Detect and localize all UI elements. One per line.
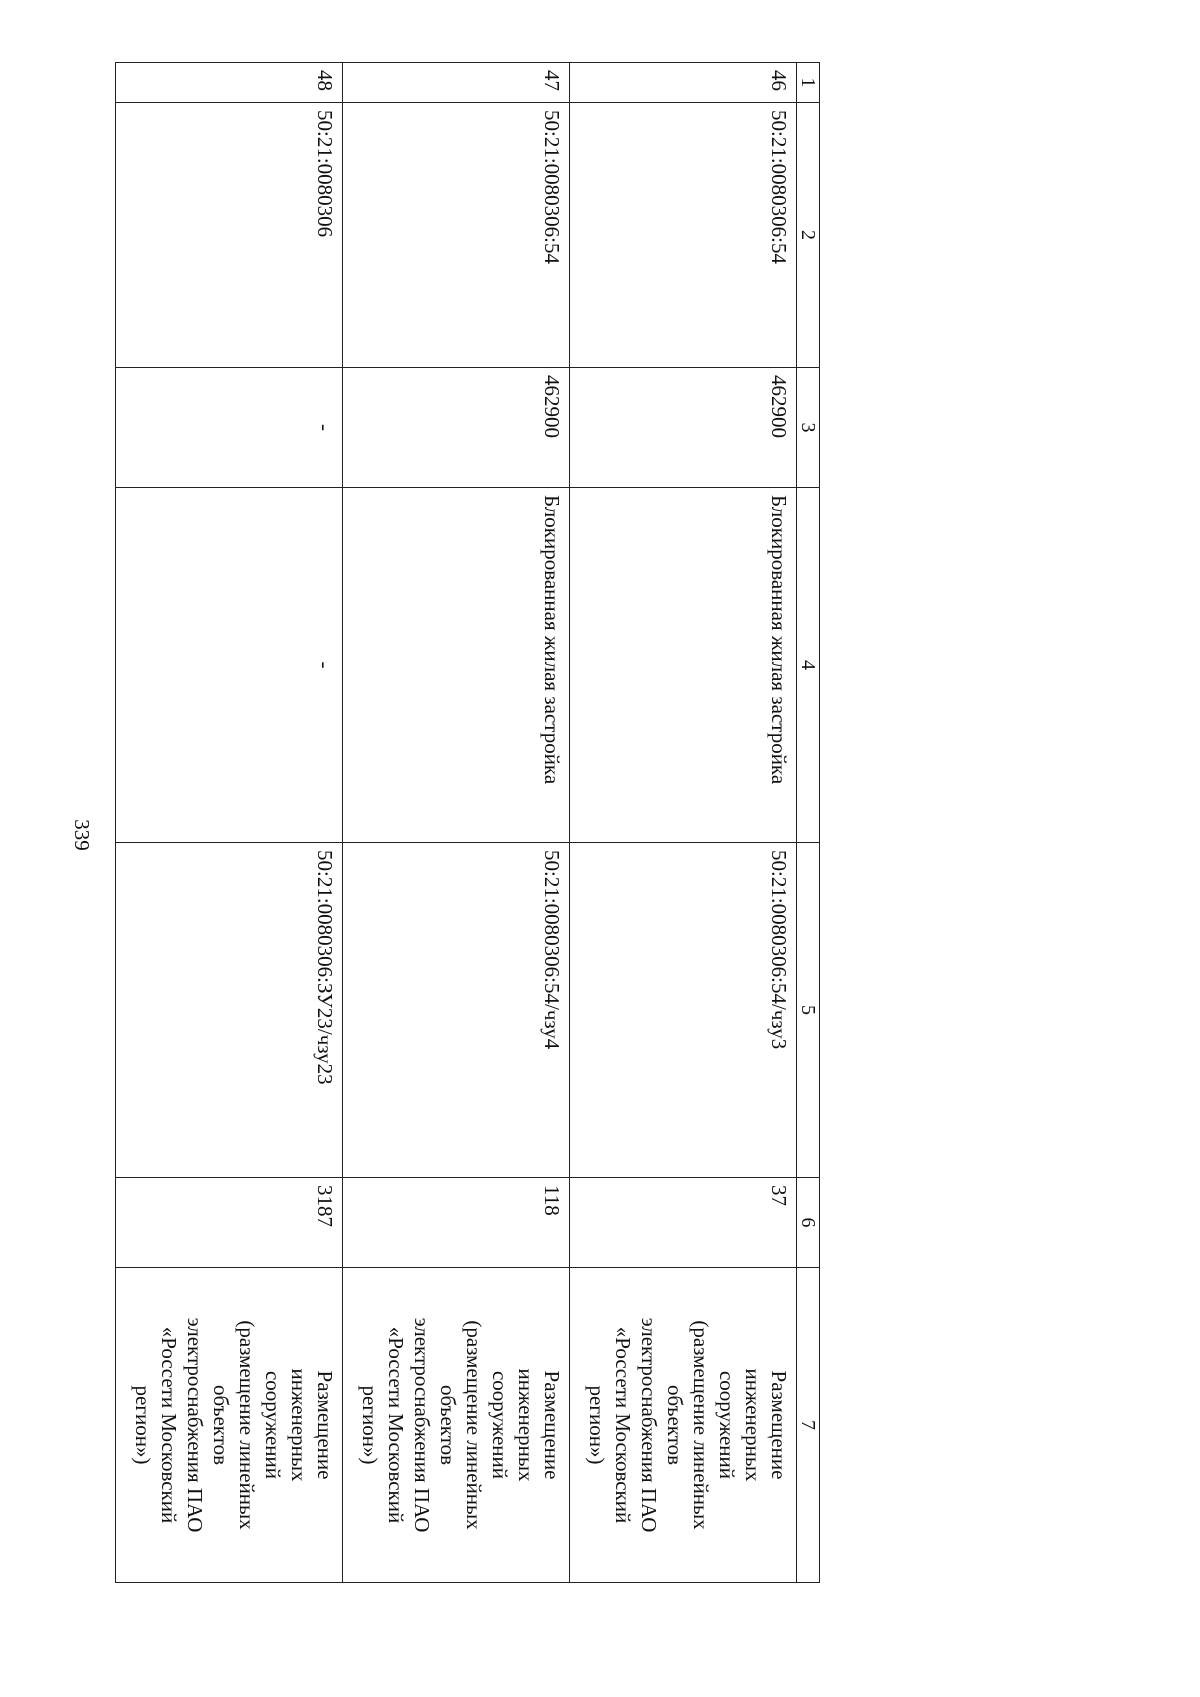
row-number: 46 bbox=[570, 63, 797, 103]
purpose-line: электроснабжения ПАО bbox=[637, 1317, 661, 1533]
part-area: 37 bbox=[570, 1178, 797, 1268]
purpose-line: регион») bbox=[585, 1385, 609, 1465]
row-number: 48 bbox=[116, 63, 343, 103]
table-row bbox=[343, 63, 570, 1583]
header-cell: 4 bbox=[797, 488, 820, 843]
purpose-line: регион») bbox=[131, 1385, 155, 1465]
purpose-line: «Россети Московский bbox=[384, 1326, 408, 1524]
table-row bbox=[116, 63, 343, 1583]
purpose-line: объектов bbox=[663, 1384, 687, 1466]
header-cell: 1 bbox=[797, 63, 820, 103]
purpose-line: сооружений bbox=[488, 1370, 512, 1480]
page-number: 339 bbox=[70, 819, 94, 851]
purpose-line: сооружений bbox=[261, 1370, 285, 1480]
parent-area: 462900 bbox=[343, 368, 570, 488]
purpose-line: «Россети Московский bbox=[157, 1326, 181, 1524]
purpose-line: Размещение bbox=[767, 1370, 791, 1480]
part-cadastral-number: 50:21:0080306:54/чзу3 bbox=[570, 843, 797, 1178]
table-header-row bbox=[797, 63, 820, 1583]
parent-cadastral-number: 50:21:0080306:54 bbox=[343, 103, 570, 368]
purpose-line: (размещение линейных bbox=[235, 1320, 259, 1530]
part-area: 118 bbox=[343, 1178, 570, 1268]
parent-permitted-use: - bbox=[116, 488, 343, 843]
purpose-line: Размещение bbox=[313, 1370, 337, 1480]
part-area: 3187 bbox=[116, 1178, 343, 1268]
header-cell: 6 bbox=[797, 1178, 820, 1268]
part-cadastral-number: 50:21:0080306:ЗУ23/чзу23 bbox=[116, 843, 343, 1178]
parent-area: - bbox=[116, 368, 343, 488]
purpose-line: регион») bbox=[358, 1385, 382, 1465]
purpose-line: инженерных bbox=[514, 1368, 538, 1482]
header-cell: 5 bbox=[797, 843, 820, 1178]
table-row bbox=[570, 63, 797, 1583]
purpose-line: (размещение линейных bbox=[689, 1320, 713, 1530]
purpose-line: объектов bbox=[209, 1384, 233, 1466]
parent-cadastral-number: 50:21:0080306 bbox=[116, 103, 343, 368]
purpose-line: объектов bbox=[436, 1384, 460, 1466]
purpose-line: сооружений bbox=[715, 1370, 739, 1480]
part-purpose bbox=[343, 1268, 570, 1583]
purpose-line: электроснабжения ПАО bbox=[183, 1317, 207, 1533]
parent-permitted-use: Блокированная жилая застройка bbox=[343, 488, 570, 843]
parent-area: 462900 bbox=[570, 368, 797, 488]
purpose-line: «Россети Московский bbox=[611, 1326, 635, 1524]
part-purpose bbox=[570, 1268, 797, 1583]
parent-permitted-use: Блокированная жилая застройка bbox=[570, 488, 797, 843]
header-cell: 3 bbox=[797, 368, 820, 488]
part-cadastral-number: 50:21:0080306:54/чзу4 bbox=[343, 843, 570, 1178]
land-parcel-table bbox=[115, 62, 820, 1583]
purpose-line: (размещение линейных bbox=[462, 1320, 486, 1530]
purpose-line: электроснабжения ПАО bbox=[410, 1317, 434, 1533]
purpose-line: инженерных bbox=[287, 1368, 311, 1482]
row-number: 47 bbox=[343, 63, 570, 103]
parent-cadastral-number: 50:21:0080306:54 bbox=[570, 103, 797, 368]
header-cell: 2 bbox=[797, 103, 820, 368]
header-cell: 7 bbox=[797, 1268, 820, 1583]
purpose-line: Размещение bbox=[540, 1370, 564, 1480]
purpose-line: инженерных bbox=[741, 1368, 765, 1482]
part-purpose bbox=[116, 1268, 343, 1583]
